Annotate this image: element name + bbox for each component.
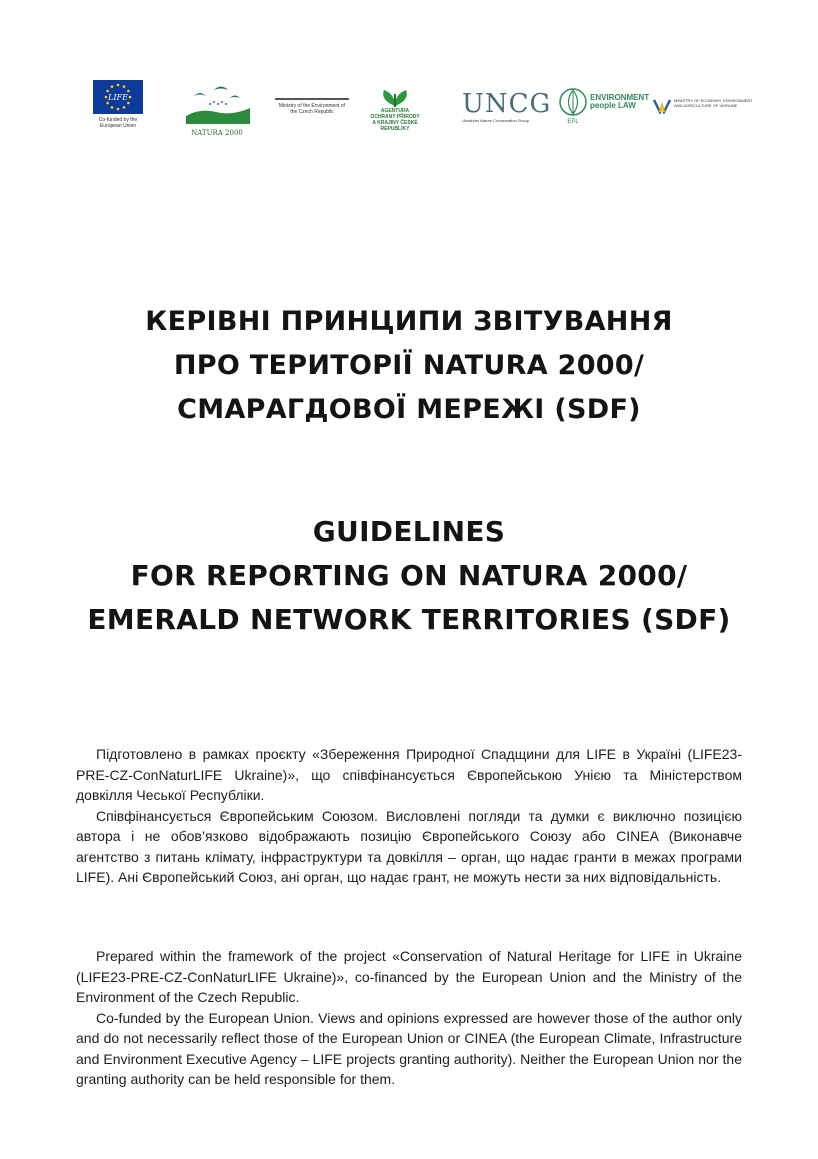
- agentura-ochrany-prirody-logo: AGENTURA OCHRANY PŘÍRODY A KRAJINY ČESKÉ REPUBLIKY: [370, 86, 430, 132]
- title-uk-line-3: СМАРАГДОВОЇ МЕРЕЖІ (SDF): [177, 394, 641, 425]
- title-en-line-2: FOR REPORTING ON NATURA 2000/: [130, 559, 688, 592]
- eu-flag-icon: [90, 78, 146, 116]
- leaf-icon: [370, 86, 420, 108]
- ministry-environment-cz-logo: Ministry of the Environment of the Czech Republic: [275, 98, 355, 115]
- title-uk-line-1: КЕРІВНІ ПРИНЦИПИ ЗВІТУВАННЯ: [145, 306, 673, 337]
- partner-logos: LIFE Co-funded by the European Union NATURA 2000 Ministry of the Environment of the Czech Republic AGENTURA OCHRANY PŘÍRODY A KRAJINY ČESKÉ REPUBLIKY UNCG Ukrainian Nature Conservation Group EPL ENVIRONMENT people LAW MINISTRY OF ECONOMY, ENVIRONMENT AND AGRICULTURE OF UKRAINE: [90, 78, 760, 140]
- epl-leaf-icon: [558, 84, 588, 124]
- title-en-line-3: EMERALD NETWORK TERRITORIES (SDF): [87, 603, 731, 636]
- title-english: [0, 510, 818, 642]
- paragraph-en-1: Prepared within the framework of the project «Conservation of Natural Heritage for LIFE in Ukraine (LIFE23-PRE-CZ-ConNaturLIFE Ukraine)», co-financed by the European Union and the Ministry of the Environment of the Czech Republic.: [76, 948, 742, 1005]
- disclaimer-ukrainian: [76, 744, 742, 888]
- paragraph-en-2: Co-funded by the European Union. Views and opinions expressed are however those of the author only and do not necessarily reflect those of the European Union or CINEA (the European Climate, Infrastructure and Environment Executive Agency – LIFE projects granting authority). Neither the European Union nor the granting authority can be held responsible for them.: [76, 1009, 742, 1087]
- paragraph-uk-2: Співфінансується Європейським Союзом. Висловлені погляди та думки є виключно позицією автора і не обов’язково відображають позицію Європейського Союзу або CINEA (Виконавче агентство з питань клімату, інфраструктури та довкілля – орган, що надає гранти в межах програми LIFE). Ані Європейський Союз, ані орган, що надає грант, не можуть нести за них відповідальність.: [76, 807, 742, 885]
- title-uk-line-2: ПРО ТЕРИТОРІЇ NATURA 2000/: [173, 350, 645, 381]
- svg-text:NATURA 2000: NATURA 2000: [191, 129, 243, 137]
- svg-text:EPL: EPL: [567, 119, 579, 124]
- uncg-logo: UNCG Ukrainian Nature Conservation Group: [462, 89, 552, 123]
- natura-birds-icon: [180, 78, 254, 138]
- svg-text:LIFE: LIFE: [108, 93, 128, 102]
- title-en-line-1: GUIDELINES: [312, 515, 506, 548]
- paragraph-uk-1: Підготовлено в рамках проєкту «Збереження Природної Спадщини для LIFE в Україні (LIFE23-PRE-CZ-ConNaturLIFE Ukraine)», що співфінансується Європейською Унією та Міністерством довкілля Чеської Республіки.: [76, 746, 742, 803]
- ua-ministry-mark-icon: [652, 98, 672, 114]
- eu-caption: Co-funded by the European Union: [98, 117, 138, 129]
- disclaimer-english: [76, 946, 742, 1090]
- natura-2000-logo: [180, 78, 254, 138]
- eu-life-logo: [90, 78, 150, 129]
- title-ukrainian: [0, 300, 818, 432]
